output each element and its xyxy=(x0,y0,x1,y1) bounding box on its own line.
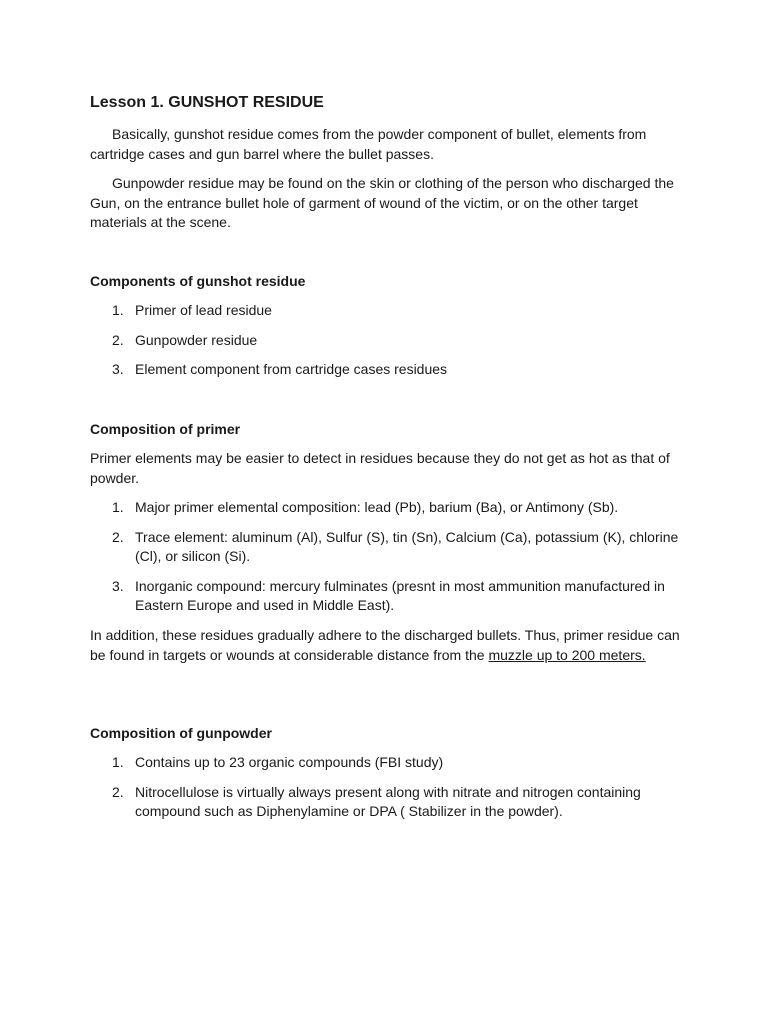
list-text: Major primer elemental composition: lead (Pb), barium (Ba), or Antimony (Sb). xyxy=(135,499,619,515)
list-item xyxy=(90,498,680,518)
primer-list xyxy=(90,498,680,616)
list-item xyxy=(90,528,680,567)
list-number: 3. xyxy=(112,361,124,377)
gunpowder-list xyxy=(90,753,680,822)
list-number: 2. xyxy=(112,783,124,800)
primer-addition-text: In addition, these residues gradually adhere to the discharged bullets. Thus, primer residue can be found in targets or wounds at considerable distance from the xyxy=(90,627,680,663)
list-text: Inorganic compound: mercury fulminates (presnt in most ammunition manufactured in Eastern Europe and used in Middle East). xyxy=(135,577,665,613)
list-text: Nitrocellulose is virtually always present along with nitrate and nitrogen containing compound such as Diphenylamine or DPA ( Stabilizer in the powder). xyxy=(135,783,641,819)
list-number: 2. xyxy=(112,331,124,348)
list-text: Gunpowder residue xyxy=(135,331,258,348)
intro-paragraph-2: Gunpowder residue may be found on the skin or clothing of the person who discharged the Gun, on the entrance bullet hole of garment of wound of the victim, or on the other target materials at the scene. xyxy=(90,175,674,230)
list-number: 3. xyxy=(112,577,124,594)
lesson-title: Lesson 1. GUNSHOT RESIDUE xyxy=(90,94,324,111)
list-number: 1. xyxy=(112,302,124,318)
list-item xyxy=(90,783,680,822)
primer-addition-paragraph xyxy=(90,626,680,665)
list-number: 2. xyxy=(112,528,124,545)
list-number: 1. xyxy=(112,499,124,515)
list-text: Contains up to 23 organic compounds (FBI study) xyxy=(135,754,444,770)
list-item xyxy=(90,301,680,321)
list-text: Primer of lead residue xyxy=(135,302,272,318)
list-text: Trace element: aluminum (Al), Sulfur (S), tin (Sn), Calcium (Ca), potassium (K), chlorine (Cl), or silicon (Si). xyxy=(135,528,679,564)
primer-intro: Primer elements may be easier to detect in residues because they do not get as hot as that of powder. xyxy=(90,450,670,486)
components-heading: Components of gunshot residue xyxy=(90,273,306,289)
primer-heading: Composition of primer xyxy=(90,421,241,437)
muzzle-distance-underlined: muzzle up to 200 meters. xyxy=(488,646,646,663)
list-text: Element component from cartridge cases residues xyxy=(135,361,448,377)
intro-paragraph-1: Basically, gunshot residue comes from the powder component of bullet, elements from cartridge cases and gun barrel where the bullet passes. xyxy=(90,126,647,162)
gunpowder-heading: Composition of gunpowder xyxy=(90,725,272,741)
components-list xyxy=(90,301,680,380)
list-number: 1. xyxy=(112,754,124,770)
list-item xyxy=(90,360,680,380)
list-item xyxy=(90,753,680,773)
list-item xyxy=(90,331,680,351)
list-item xyxy=(90,577,680,616)
